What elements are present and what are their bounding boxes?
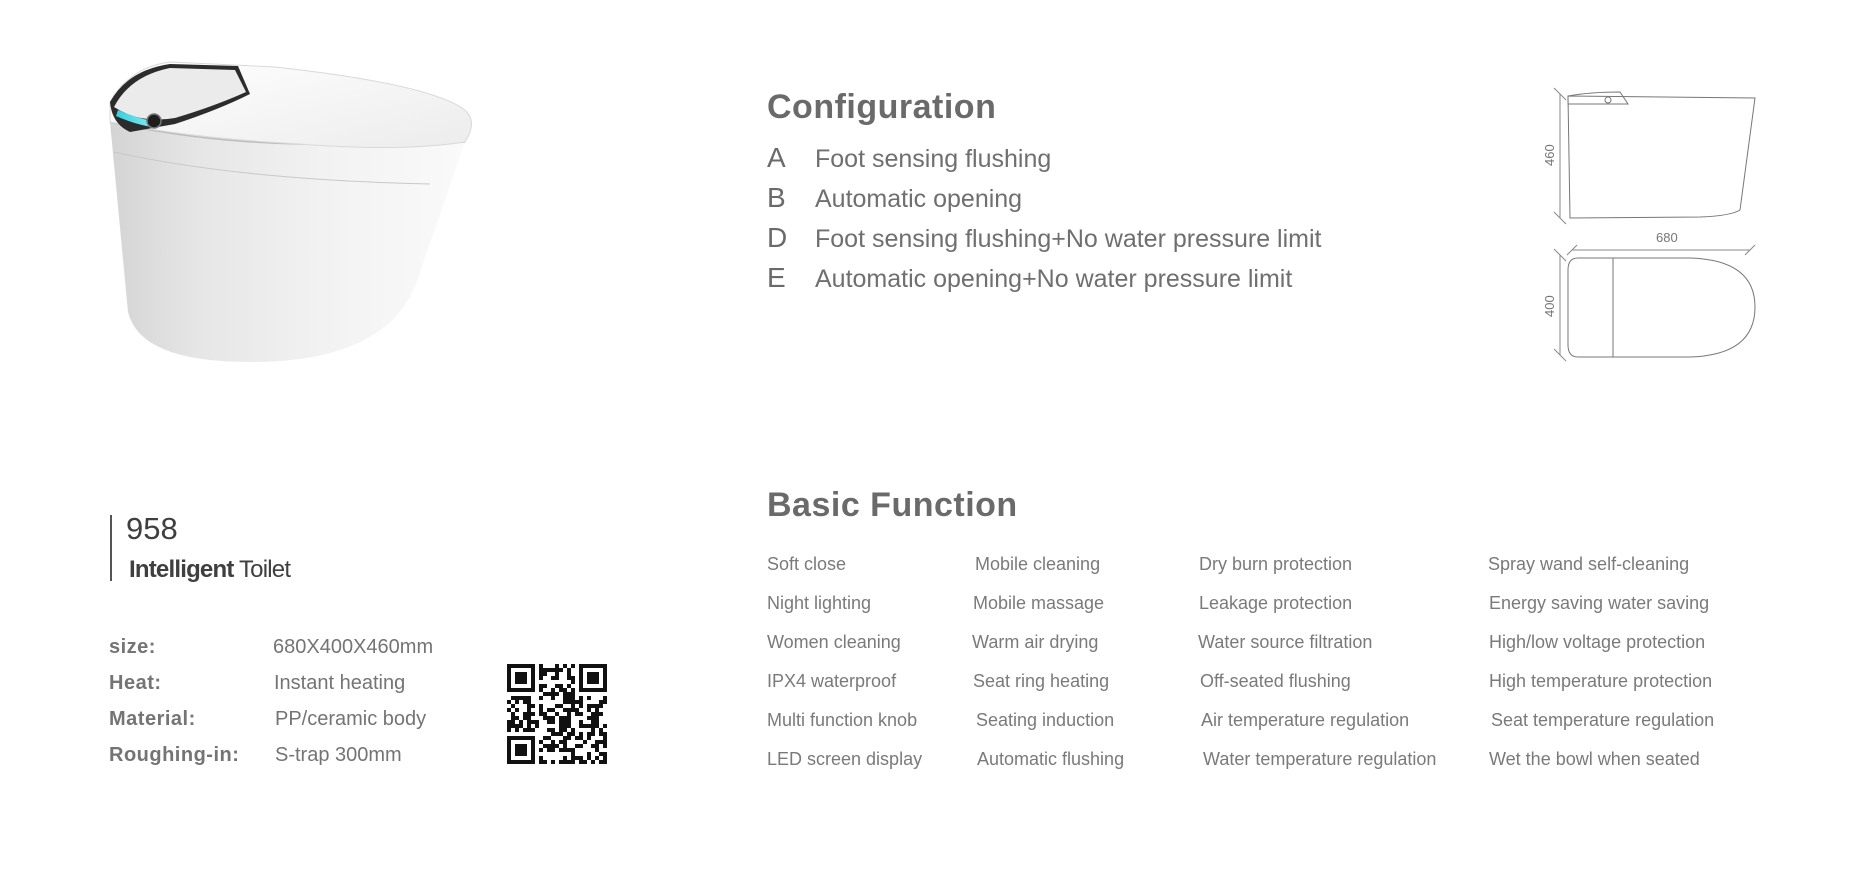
basic-function-title: Basic Function [767, 486, 1018, 524]
height-dimension: 460 [1542, 144, 1557, 166]
config-item-e [767, 262, 1292, 294]
function-item: Seat ring heating [973, 671, 1110, 691]
function-item: Air temperature regulation [1201, 710, 1410, 730]
function-item: Leakage protection [1199, 593, 1353, 613]
config-item-d [767, 222, 1321, 254]
function-item: High/low voltage protection [1489, 632, 1706, 652]
config-letter: A [767, 142, 786, 173]
configuration-title: Configuration [767, 88, 997, 126]
function-item: Water temperature regulation [1203, 749, 1437, 769]
product-name-rest: Toilet [233, 556, 291, 583]
config-text: Foot sensing flushing [815, 145, 1052, 173]
function-item: High temperature protection [1489, 671, 1713, 691]
function-item: Automatic flushing [977, 749, 1125, 769]
config-text: Automatic opening [815, 185, 1023, 213]
function-item: Spray wand self-cleaning [1488, 554, 1690, 574]
product-name [129, 556, 290, 584]
function-item: Seating induction [976, 710, 1115, 730]
spec-value-size: 680X400X460mm [273, 636, 434, 658]
product-name-bold: Intelligent [129, 556, 234, 583]
top-view-drawing [1542, 225, 1770, 365]
spec-label-roughing-in: Roughing-in: [109, 744, 240, 766]
spec-label-material: Material: [109, 708, 196, 730]
function-item: Night lighting [767, 593, 872, 613]
function-item: Dry burn protection [1199, 554, 1353, 574]
function-item: LED screen display [767, 749, 923, 769]
spec-label-heat: Heat: [109, 672, 162, 694]
length-dimension: 680 [1656, 230, 1678, 245]
function-item: Seat temperature regulation [1491, 710, 1715, 730]
function-item: Off-seated flushing [1200, 671, 1351, 691]
function-item: Water source filtration [1198, 632, 1373, 652]
function-item: Mobile cleaning [975, 554, 1101, 574]
spec-value-roughing-in: S-trap 300mm [275, 744, 402, 766]
toilet-product-image [100, 62, 480, 372]
config-text: Foot sensing flushing+No water pressure limit [815, 225, 1322, 253]
config-text: Automatic opening+No water pressure limit [815, 265, 1293, 293]
function-item: Soft close [767, 554, 847, 574]
function-item: Energy saving water saving [1489, 593, 1710, 613]
function-item: IPX4 waterproof [767, 671, 897, 691]
config-letter: B [767, 182, 786, 213]
config-letter: E [767, 262, 786, 293]
function-item: Warm air drying [972, 632, 1099, 652]
spec-value-material: PP/ceramic body [275, 708, 427, 730]
model-number: 958 [126, 511, 178, 546]
qr-code-icon[interactable] [507, 664, 607, 764]
config-item-b [767, 182, 1022, 214]
function-item: Multi function knob [767, 710, 918, 730]
function-item: Women cleaning [767, 632, 901, 652]
config-item-a [767, 142, 1051, 174]
width-dimension: 400 [1542, 295, 1557, 317]
name-divider-bar [110, 515, 112, 581]
spec-value-heat: Instant heating [274, 672, 406, 694]
function-item: Wet the bowl when seated [1489, 749, 1700, 769]
config-letter: D [767, 222, 788, 253]
spec-label-size: size: [109, 636, 156, 658]
side-view-drawing [1542, 88, 1770, 228]
function-item: Mobile massage [973, 593, 1105, 613]
